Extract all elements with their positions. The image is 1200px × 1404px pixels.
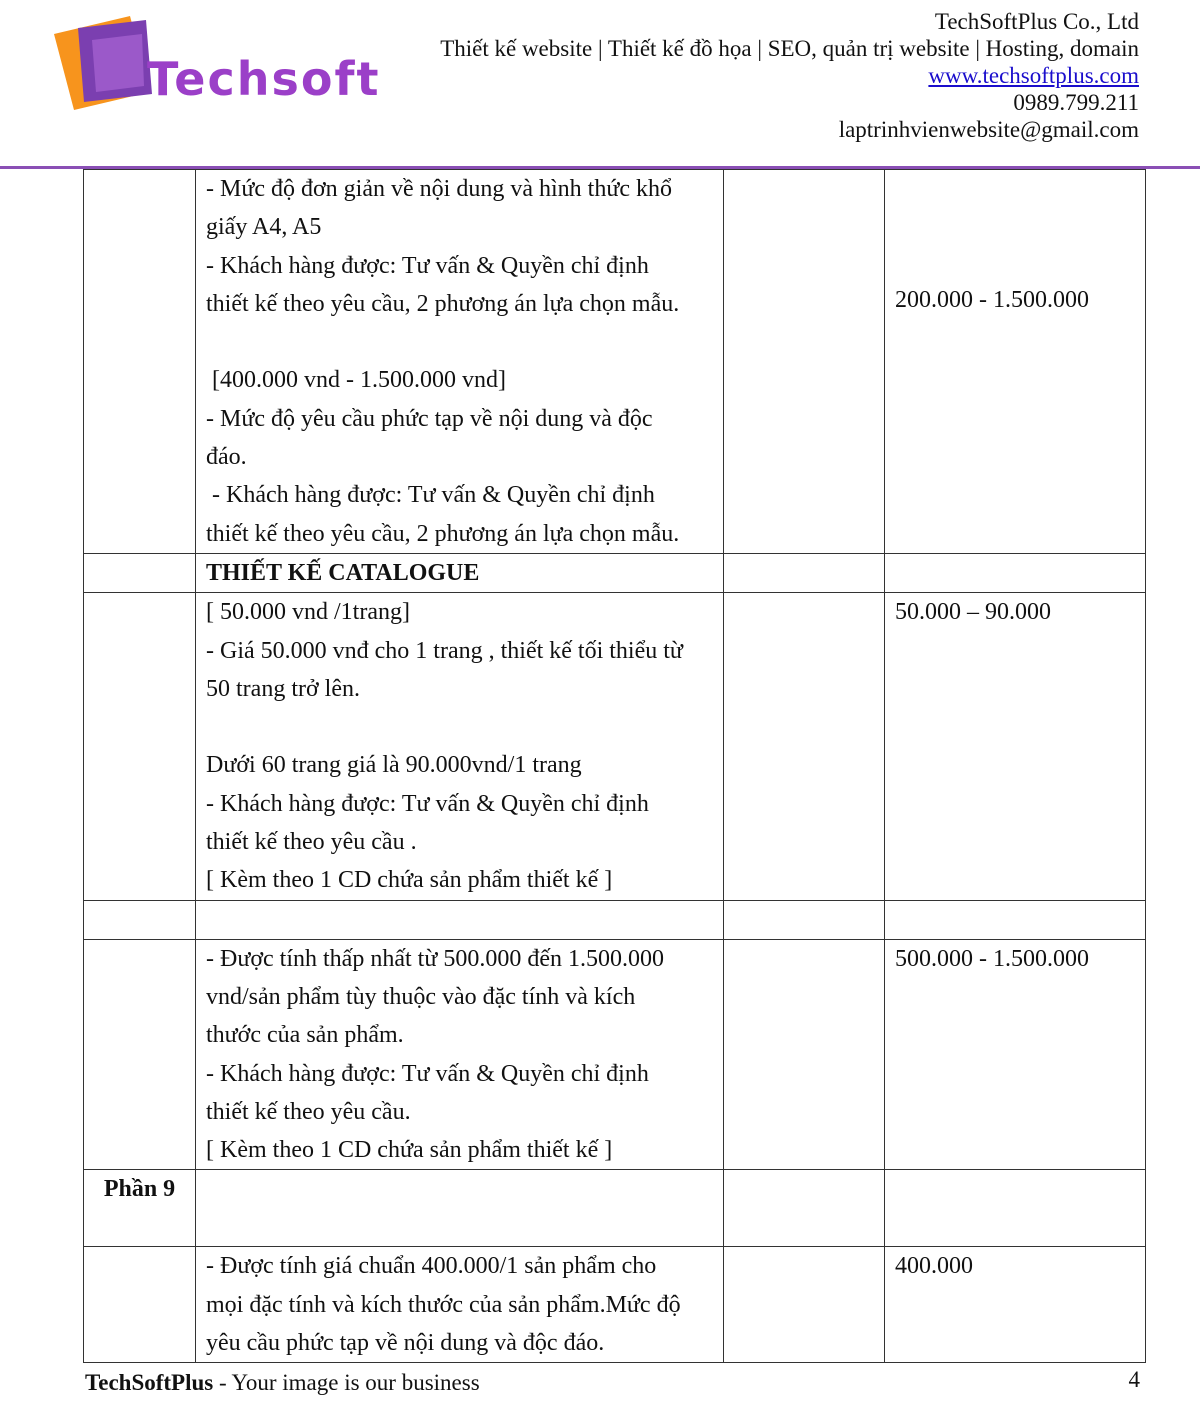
row-description-cell xyxy=(196,593,724,900)
row-empty-cell xyxy=(724,900,885,939)
row-price-cell xyxy=(885,1247,1146,1363)
table-row xyxy=(84,939,1146,1170)
price-table xyxy=(83,169,1146,1363)
row-empty-cell xyxy=(724,939,885,1170)
footer-brand: TechSoftPlus xyxy=(85,1370,214,1395)
description-line: - Khách hàng được: Tư vấn & Quyền chỉ định xyxy=(206,252,649,279)
description-line: Dưới 60 trang giá là 90.000vnd/1 trang xyxy=(206,752,582,779)
page-footer xyxy=(85,1368,1140,1398)
blank-line xyxy=(206,708,713,746)
table-row xyxy=(84,1247,1146,1363)
row-empty-cell xyxy=(724,1247,885,1363)
description-line: - Khách hàng được: Tư vấn & Quyền chỉ định xyxy=(206,1060,649,1087)
description-line: [ Kèm theo 1 CD chứa sản phẩm thiết kế ] xyxy=(206,1137,613,1164)
row-section-cell xyxy=(84,939,196,1170)
row-section-cell xyxy=(84,1247,196,1363)
description-line: thiết kế theo yêu cầu. xyxy=(206,1098,411,1125)
description-line: - Được tính giá chuẩn 400.000/1 sản phẩm cho xyxy=(206,1253,657,1280)
row-description-cell xyxy=(196,939,724,1170)
row-empty-cell xyxy=(724,170,885,554)
row-empty-cell xyxy=(885,900,1146,939)
row-empty-cell xyxy=(724,554,885,593)
row-empty-cell xyxy=(196,1170,724,1247)
description-line: [400.000 vnd - 1.500.000 vnd] xyxy=(212,367,506,394)
row-section-cell xyxy=(84,593,196,900)
description-line: - Mức độ yêu cầu phức tạp về nội dung và độc xyxy=(206,405,653,432)
price-value: 200.000 - 1.500.000 xyxy=(895,287,1089,313)
email-address: laptrinhvienwebsite@gmail.com xyxy=(838,117,1139,142)
description-line: vnd/sản phẩm tùy thuộc vào đặc tính và kích xyxy=(206,983,636,1010)
description-line: thước của sản phẩm. xyxy=(206,1022,404,1049)
footer-tagline: - Your image is our business xyxy=(213,1370,480,1395)
description-line: [ 50.000 vnd /1trang] xyxy=(206,599,410,626)
catalogue-heading-cell xyxy=(196,554,724,593)
description-line: - Khách hàng được: Tư vấn & Quyền chỉ định xyxy=(206,790,649,817)
row-price-cell xyxy=(885,170,1146,554)
page-number: 4 xyxy=(1128,1367,1140,1392)
description-line: yêu cầu phức tạp về nội dung và độc đáo. xyxy=(206,1330,605,1357)
description-line: giấy A4, A5 xyxy=(206,214,322,241)
company-info xyxy=(440,8,1139,143)
section-label: Phần 9 xyxy=(103,1176,176,1203)
website-link[interactable]: www.techsoftplus.com xyxy=(928,63,1139,88)
description-line: đáo. xyxy=(206,444,247,471)
price-value: 50.000 – 90.000 xyxy=(895,599,1051,626)
price-value: 400.000 xyxy=(895,1253,973,1280)
description-line: thiết kế theo yêu cầu, 2 phương án lựa chọn mẫu. xyxy=(206,520,680,547)
catalogue-heading: THIẾT KẾ CATALOGUE xyxy=(206,560,480,586)
company-name: TechSoftPlus Co., Ltd xyxy=(934,9,1139,34)
row-description-cell xyxy=(196,170,724,554)
description-line: - Mức độ đơn giản về nội dung và hình thức khổ xyxy=(206,176,672,202)
company-services: Thiết kế website | Thiết kế đồ họa | SEO, quản trị website | Hosting, domain xyxy=(440,36,1139,61)
techsoft-logo xyxy=(52,14,381,114)
row-price-cell xyxy=(885,593,1146,900)
row-section-cell xyxy=(84,554,196,593)
logo-wordmark: Techsoft xyxy=(147,52,381,106)
row-empty-cell xyxy=(724,1170,885,1247)
description-line: thiết kế theo yêu cầu . xyxy=(206,829,417,856)
row-empty-cell xyxy=(196,900,724,939)
description-line: - Được tính thấp nhất từ 500.000 đến 1.500.000 xyxy=(206,945,664,972)
description-line: - Giá 50.000 vnđ cho 1 trang , thiết kế tối thiểu từ xyxy=(206,637,683,664)
row-empty-cell xyxy=(724,593,885,900)
row-empty-cell xyxy=(885,1170,1146,1247)
table-row xyxy=(84,900,1146,939)
row-price-cell xyxy=(885,939,1146,1170)
table-row xyxy=(84,1170,1146,1247)
table-row xyxy=(84,593,1146,900)
description-line: - Khách hàng được: Tư vấn & Quyền chỉ định xyxy=(212,482,655,509)
row-section-cell xyxy=(84,170,196,554)
phone-number: 0989.799.211 xyxy=(1013,90,1139,115)
description-line: thiết kế theo yêu cầu, 2 phương án lựa chọn mẫu. xyxy=(206,290,680,317)
section-label-cell xyxy=(84,1170,196,1247)
table-row xyxy=(84,170,1146,554)
blank-line xyxy=(206,323,713,361)
row-description-cell xyxy=(196,1247,724,1363)
row-empty-cell xyxy=(885,554,1146,593)
price-value: 500.000 - 1.500.000 xyxy=(895,945,1089,972)
page-header xyxy=(0,0,1200,170)
description-line: mọi đặc tính và kích thước của sản phẩm.Mức độ xyxy=(206,1291,681,1318)
description-line: 50 trang trở lên. xyxy=(206,675,360,702)
table-row xyxy=(84,554,1146,593)
row-empty-cell xyxy=(84,900,196,939)
description-line: [ Kèm theo 1 CD chứa sản phẩm thiết kế ] xyxy=(206,867,613,894)
